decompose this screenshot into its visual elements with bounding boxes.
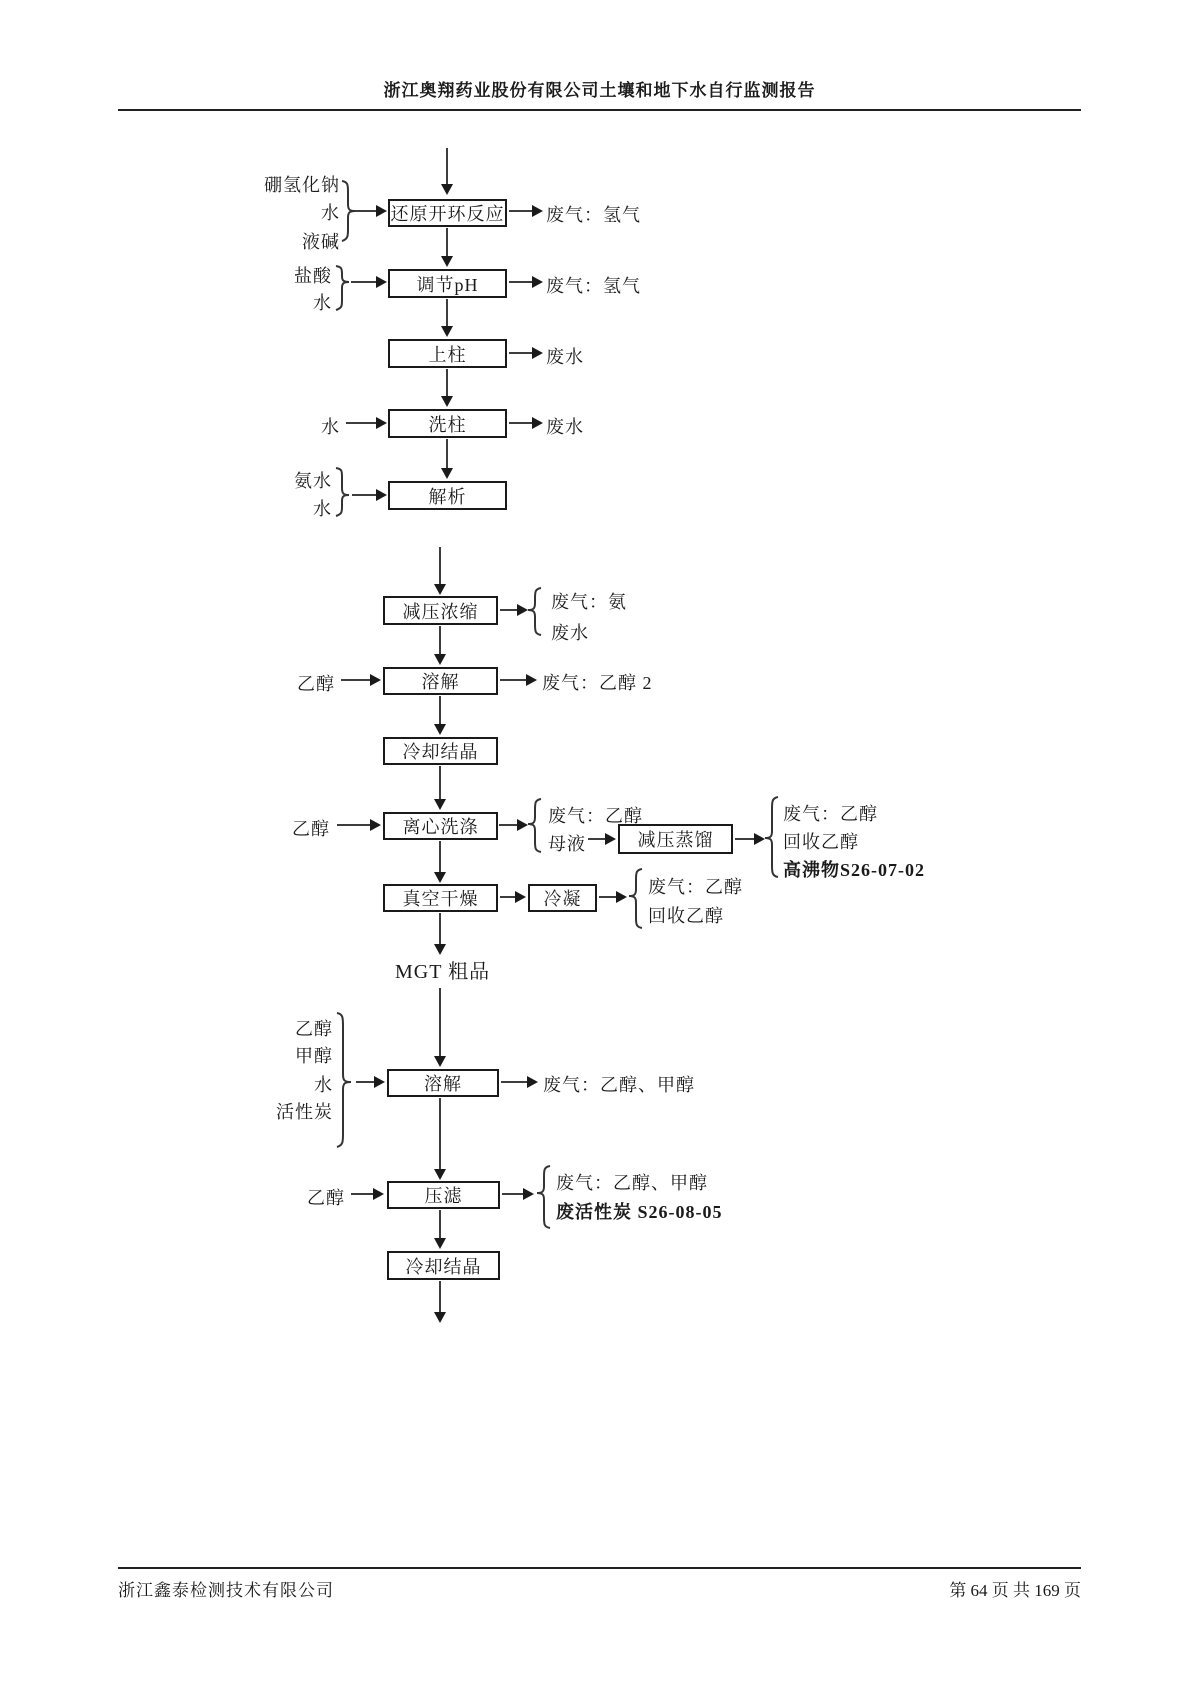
- flow-arrow-down: [439, 766, 441, 799]
- input-label: 盐酸: [294, 266, 332, 286]
- input-arrow: [351, 281, 376, 283]
- input-label: 水: [314, 1075, 333, 1095]
- input-brace: [340, 180, 356, 242]
- step-reduction-ring-opening: 还原开环反应: [388, 199, 507, 227]
- footer-rule: [118, 1567, 1081, 1569]
- input-label: 水: [313, 293, 332, 313]
- input-brace: [334, 467, 350, 517]
- input-arrow: [351, 1193, 373, 1195]
- flow-arrow-down: [446, 439, 448, 468]
- output-arrow: [735, 838, 754, 840]
- header-rule: [118, 109, 1081, 111]
- input-label: 氨水: [294, 471, 332, 491]
- flow-arrow-down: [446, 369, 448, 396]
- output-brace: [527, 798, 543, 853]
- output-label: 废气：乙醇 2: [542, 673, 653, 693]
- output-arrow: [509, 422, 532, 424]
- output-label: 回收乙醇: [648, 906, 724, 926]
- output-label: 废气：乙醇: [548, 806, 643, 826]
- flow-arrow-down: [439, 1210, 441, 1238]
- output-label: 废气：乙醇: [648, 877, 743, 897]
- step-desorption: 解析: [388, 481, 507, 510]
- input-label: 水: [321, 417, 340, 437]
- output-arrow: [509, 281, 532, 283]
- input-label: 液碱: [302, 232, 340, 252]
- input-label: 乙醇: [295, 1019, 333, 1039]
- flow-arrow-down: [439, 547, 441, 584]
- footer-company: 浙江鑫泰检测技术有限公司: [118, 1581, 334, 1600]
- output-brace: [536, 1165, 552, 1229]
- flow-arrow-down: [439, 841, 441, 872]
- step-cooling-crystallization-1: 冷却结晶: [383, 737, 498, 765]
- input-arrow: [356, 1081, 374, 1083]
- output-arrow: [500, 679, 526, 681]
- input-brace: [334, 1012, 352, 1148]
- input-arrow: [337, 824, 370, 826]
- output-arrow: [599, 896, 616, 898]
- output-brace: [764, 796, 780, 878]
- output-label: 回收乙醇: [783, 832, 859, 852]
- output-arrow: [500, 896, 515, 898]
- page-title: 浙江奥翔药业股份有限公司土壤和地下水自行监测报告: [383, 81, 816, 100]
- input-label: 甲醇: [295, 1046, 333, 1066]
- output-label: 废气：乙醇、甲醇: [556, 1173, 708, 1193]
- step-dissolve-2: 溶解: [387, 1069, 499, 1097]
- step-press-filtration: 压滤: [387, 1181, 500, 1209]
- output-brace: [628, 868, 644, 929]
- input-label: 硼氢化钠: [264, 175, 340, 195]
- step-vacuum-distillation: 减压蒸馏: [618, 824, 733, 854]
- waste-code-label: 高沸物S26-07-02: [783, 860, 925, 880]
- step-vacuum-concentration: 减压浓缩: [383, 596, 498, 625]
- output-label: 废气：氢气: [546, 205, 641, 225]
- mother-liquor-arrow: [588, 838, 605, 840]
- input-label: 活性炭: [276, 1102, 333, 1122]
- step-centrifugal-washing: 离心洗涤: [383, 812, 498, 840]
- waste-code-label: 废活性炭 S26-08-05: [556, 1202, 723, 1222]
- flow-arrow-down: [446, 148, 448, 184]
- input-label: 乙醇: [297, 674, 335, 694]
- output-label: 废水: [551, 623, 589, 643]
- output-arrow: [509, 352, 532, 354]
- flow-arrow-down: [439, 1281, 441, 1312]
- flow-arrow-down: [439, 988, 441, 1056]
- output-arrow: [501, 1081, 527, 1083]
- flow-arrow-down: [439, 696, 441, 724]
- output-arrow: [502, 1193, 523, 1195]
- input-label: 水: [313, 499, 332, 519]
- output-label: 废水: [546, 347, 584, 367]
- output-label: 废气：乙醇、甲醇: [543, 1075, 695, 1095]
- step-condensation: 冷凝: [528, 884, 597, 912]
- step-vacuum-drying: 真空干燥: [383, 884, 498, 912]
- output-arrow: [509, 210, 532, 212]
- step-load-column: 上柱: [388, 339, 507, 368]
- input-arrow: [341, 679, 370, 681]
- flow-arrow-down: [439, 913, 441, 944]
- output-label: 废气：氨: [551, 592, 627, 612]
- step-wash-column: 洗柱: [388, 409, 507, 438]
- step-dissolve-1: 溶解: [383, 667, 498, 695]
- output-label: 废水: [546, 417, 584, 437]
- output-label: 废气：乙醇: [783, 804, 878, 824]
- intermediate-product-label: MGT 粗品: [395, 961, 491, 983]
- input-brace: [334, 265, 350, 311]
- input-label: 乙醇: [307, 1188, 345, 1208]
- output-label: 废气：氢气: [546, 276, 641, 296]
- step-adjust-ph: 调节pH: [388, 269, 507, 298]
- step-cooling-crystallization-2: 冷却结晶: [387, 1251, 500, 1280]
- output-brace: [527, 587, 543, 636]
- footer-page-number: 第 64 页 共 169 页: [949, 1581, 1081, 1600]
- input-arrow: [346, 422, 376, 424]
- flow-arrow-down: [446, 228, 448, 256]
- input-label: 乙醇: [292, 819, 330, 839]
- output-arrow: [499, 824, 517, 826]
- flow-arrow-down: [446, 299, 448, 326]
- input-arrow: [354, 210, 376, 212]
- flow-arrow-down: [439, 1098, 441, 1169]
- flow-arrow-down: [439, 626, 441, 654]
- input-label: 水: [321, 203, 340, 223]
- mother-liquor-label: 母液: [548, 834, 586, 854]
- output-arrow: [500, 609, 517, 611]
- input-arrow: [352, 494, 376, 496]
